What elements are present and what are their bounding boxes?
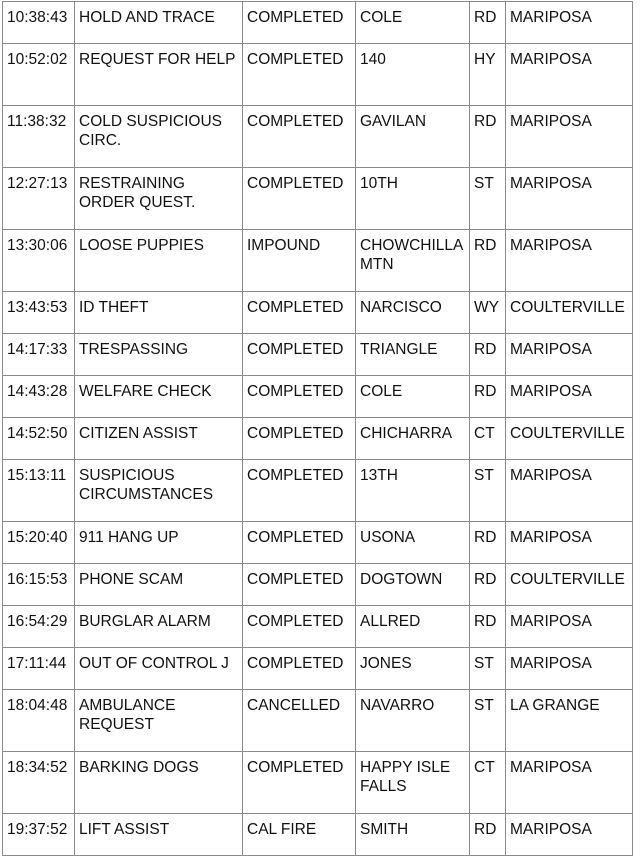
city-cell: COULTERVILLE bbox=[506, 292, 633, 334]
call-type-cell: SUSPICIOUS CIRCUMSTANCES bbox=[75, 460, 243, 522]
street-suffix-cell: CT bbox=[470, 752, 506, 814]
disposition-cell: COMPLETED bbox=[243, 418, 356, 460]
city-cell: MARIPOSA bbox=[506, 168, 633, 230]
street-suffix-cell: RD bbox=[470, 522, 506, 564]
time-cell: 13:43:53 bbox=[3, 292, 75, 334]
call-type-cell: RESTRAINING ORDER QUEST. bbox=[75, 168, 243, 230]
call-type-cell: COLD SUSPICIOUS CIRC. bbox=[75, 106, 243, 168]
city-cell: COULTERVILLE bbox=[506, 564, 633, 606]
call-type-cell: CITIZEN ASSIST bbox=[75, 418, 243, 460]
street-suffix-cell: CT bbox=[470, 418, 506, 460]
city-cell: COULTERVILLE bbox=[506, 418, 633, 460]
street-suffix-cell: RD bbox=[470, 334, 506, 376]
table-row bbox=[3, 460, 633, 522]
street-suffix-cell: RD bbox=[470, 230, 506, 292]
call-type-cell: LOOSE PUPPIES bbox=[75, 230, 243, 292]
call-type-cell: BURGLAR ALARM bbox=[75, 606, 243, 648]
disposition-cell: COMPLETED bbox=[243, 648, 356, 690]
table-row bbox=[3, 418, 633, 460]
street-cell: SMITH bbox=[356, 814, 470, 856]
call-type-cell: 911 HANG UP bbox=[75, 522, 243, 564]
city-cell: MARIPOSA bbox=[506, 334, 633, 376]
call-type-cell: REQUEST FOR HELP bbox=[75, 44, 243, 106]
table-row bbox=[3, 292, 633, 334]
city-cell: LA GRANGE bbox=[506, 690, 633, 752]
city-cell: MARIPOSA bbox=[506, 814, 633, 856]
time-cell: 17:11:44 bbox=[3, 648, 75, 690]
disposition-cell: COMPLETED bbox=[243, 606, 356, 648]
time-cell: 14:52:50 bbox=[3, 418, 75, 460]
street-cell: COLE bbox=[356, 376, 470, 418]
table-row bbox=[3, 44, 633, 106]
street-cell: TRIANGLE bbox=[356, 334, 470, 376]
city-cell: MARIPOSA bbox=[506, 230, 633, 292]
street-cell: DOGTOWN bbox=[356, 564, 470, 606]
street-suffix-cell: ST bbox=[470, 460, 506, 522]
street-cell: NAVARRO bbox=[356, 690, 470, 752]
table-row bbox=[3, 230, 633, 292]
disposition-cell: COMPLETED bbox=[243, 2, 356, 44]
table-row bbox=[3, 522, 633, 564]
table-row bbox=[3, 606, 633, 648]
city-cell: MARIPOSA bbox=[506, 2, 633, 44]
table-row bbox=[3, 564, 633, 606]
street-cell: 13TH bbox=[356, 460, 470, 522]
table-row bbox=[3, 752, 633, 814]
time-cell: 16:15:53 bbox=[3, 564, 75, 606]
time-cell: 18:34:52 bbox=[3, 752, 75, 814]
street-cell: NARCISCO bbox=[356, 292, 470, 334]
table-row bbox=[3, 648, 633, 690]
street-cell: USONA bbox=[356, 522, 470, 564]
street-cell: CHICHARRA bbox=[356, 418, 470, 460]
disposition-cell: COMPLETED bbox=[243, 564, 356, 606]
street-suffix-cell: RD bbox=[470, 376, 506, 418]
call-type-cell: WELFARE CHECK bbox=[75, 376, 243, 418]
time-cell: 15:13:11 bbox=[3, 460, 75, 522]
table-row bbox=[3, 376, 633, 418]
city-cell: MARIPOSA bbox=[506, 648, 633, 690]
time-cell: 16:54:29 bbox=[3, 606, 75, 648]
street-cell: GAVILAN bbox=[356, 106, 470, 168]
street-suffix-cell: HY bbox=[470, 44, 506, 106]
time-cell: 13:30:06 bbox=[3, 230, 75, 292]
call-type-cell: PHONE SCAM bbox=[75, 564, 243, 606]
time-cell: 14:17:33 bbox=[3, 334, 75, 376]
time-cell: 19:37:52 bbox=[3, 814, 75, 856]
disposition-cell: COMPLETED bbox=[243, 522, 356, 564]
disposition-cell: COMPLETED bbox=[243, 44, 356, 106]
call-type-cell: BARKING DOGS bbox=[75, 752, 243, 814]
time-cell: 10:38:43 bbox=[3, 2, 75, 44]
call-type-cell: LIFT ASSIST bbox=[75, 814, 243, 856]
city-cell: MARIPOSA bbox=[506, 606, 633, 648]
disposition-cell: COMPLETED bbox=[243, 334, 356, 376]
city-cell: MARIPOSA bbox=[506, 44, 633, 106]
street-suffix-cell: RD bbox=[470, 106, 506, 168]
time-cell: 11:38:32 bbox=[3, 106, 75, 168]
street-suffix-cell: ST bbox=[470, 168, 506, 230]
disposition-cell: CAL FIRE bbox=[243, 814, 356, 856]
disposition-cell: COMPLETED bbox=[243, 752, 356, 814]
table-row bbox=[3, 690, 633, 752]
disposition-cell: COMPLETED bbox=[243, 376, 356, 418]
street-cell: 10TH bbox=[356, 168, 470, 230]
call-type-cell: ID THEFT bbox=[75, 292, 243, 334]
table-row bbox=[3, 168, 633, 230]
table-row bbox=[3, 814, 633, 856]
street-suffix-cell: ST bbox=[470, 648, 506, 690]
street-suffix-cell: RD bbox=[470, 564, 506, 606]
street-suffix-cell: WY bbox=[470, 292, 506, 334]
disposition-cell: COMPLETED bbox=[243, 292, 356, 334]
street-suffix-cell: RD bbox=[470, 2, 506, 44]
call-log-table bbox=[2, 1, 633, 856]
street-suffix-cell: RD bbox=[470, 606, 506, 648]
call-type-cell: TRESPASSING bbox=[75, 334, 243, 376]
street-cell: CHOWCHILLA MTN bbox=[356, 230, 470, 292]
call-type-cell: OUT OF CONTROL J bbox=[75, 648, 243, 690]
disposition-cell: CANCELLED bbox=[243, 690, 356, 752]
disposition-cell: COMPLETED bbox=[243, 106, 356, 168]
call-type-cell: HOLD AND TRACE bbox=[75, 2, 243, 44]
city-cell: MARIPOSA bbox=[506, 460, 633, 522]
street-cell: COLE bbox=[356, 2, 470, 44]
time-cell: 15:20:40 bbox=[3, 522, 75, 564]
disposition-cell: COMPLETED bbox=[243, 168, 356, 230]
disposition-cell: IMPOUND bbox=[243, 230, 356, 292]
time-cell: 18:04:48 bbox=[3, 690, 75, 752]
city-cell: MARIPOSA bbox=[506, 752, 633, 814]
time-cell: 12:27:13 bbox=[3, 168, 75, 230]
time-cell: 14:43:28 bbox=[3, 376, 75, 418]
street-suffix-cell: ST bbox=[470, 690, 506, 752]
table-row bbox=[3, 334, 633, 376]
table-row bbox=[3, 106, 633, 168]
time-cell: 10:52:02 bbox=[3, 44, 75, 106]
city-cell: MARIPOSA bbox=[506, 376, 633, 418]
street-cell: 140 bbox=[356, 44, 470, 106]
city-cell: MARIPOSA bbox=[506, 106, 633, 168]
street-cell: ALLRED bbox=[356, 606, 470, 648]
table-row bbox=[3, 2, 633, 44]
street-cell: JONES bbox=[356, 648, 470, 690]
disposition-cell: COMPLETED bbox=[243, 460, 356, 522]
street-cell: HAPPY ISLE FALLS bbox=[356, 752, 470, 814]
city-cell: MARIPOSA bbox=[506, 522, 633, 564]
street-suffix-cell: RD bbox=[470, 814, 506, 856]
call-type-cell: AMBULANCE REQUEST bbox=[75, 690, 243, 752]
